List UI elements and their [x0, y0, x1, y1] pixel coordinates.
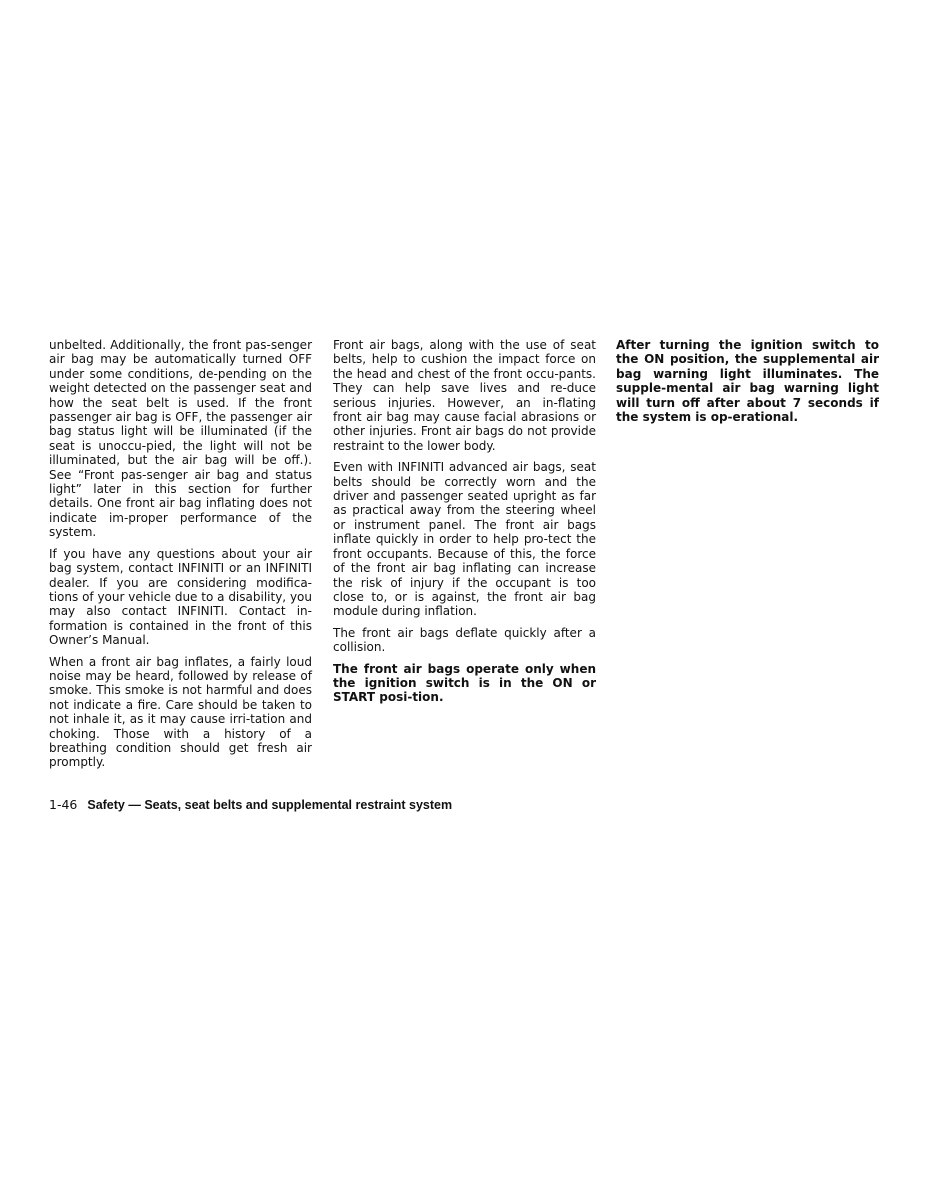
- paragraph: Front air bags, along with the use of seat belts, help to cushion the impact force on the head and chest of the front occu-pants. They can help save lives and re-duce serious injuries. However, an in-flating front air bag may cause facial abrasions or other injuries. Front air bags do not provide restraint to the lower body.: [333, 338, 596, 453]
- bold-paragraph: After turning the ignition switch to the ON position, the supplemental air bag warning light illuminates. The supple-mental air bag warning light will turn off after about 7 seconds if the system is op-erational.: [616, 338, 879, 425]
- text-column-1: [49, 338, 312, 777]
- bold-paragraph: The front air bags operate only when the ignition switch is in the ON or START posi-tion.: [333, 661, 596, 705]
- paragraph: unbelted. Additionally, the front pas-senger air bag may be automatically turned OFF under some conditions, de-pending on the weight detected on the passenger seat and how the seat belt is used. If the front passenger air bag is OFF, the passenger air bag status light will be illuminated (if the seat is unoccu-pied, the light will not be illuminated, but the air bag will be off.). See “Front pas-senger air bag and status light” later in this section for further details. One front air bag inflating does not indicate im-proper performance of the system.: [49, 338, 312, 540]
- section-title: Safety — Seats, seat belts and supplemental restraint system: [87, 798, 453, 812]
- page-number: 1-46: [49, 797, 78, 812]
- text-column-3: [616, 338, 879, 431]
- paragraph: Even with INFINITI advanced air bags, seat belts should be correctly worn and the driver and passenger seated upright as far as practical away from the steering wheel or instrument panel. The front air bags inflate quickly in order to help pro-tect the front occupants. Because of this, the force of the front air bag inflating can increase the risk of injury if the occupant is too close to, or is against, the front air bag module during inflation.: [333, 460, 596, 619]
- paragraph: If you have any questions about your air bag system, contact INFINITI or an INFINITI dealer. If you are considering modifica-tions of your vehicle due to a disability, you may also contact INFINITI. Contact in-formation is contained in the front of this Owner’s Manual.: [49, 546, 312, 648]
- paragraph: When a front air bag inflates, a fairly loud noise may be heard, followed by release of smoke. This smoke is not harmful and does not indicate a fire. Care should be taken to not inhale it, as it may cause irri-tation and choking. Those with a history of a breathing condition should get fresh air promptly.: [49, 654, 312, 770]
- text-column-2: [333, 338, 596, 712]
- paragraph: The front air bags deflate quickly after a collision.: [333, 625, 596, 655]
- page-footer: [49, 797, 609, 813]
